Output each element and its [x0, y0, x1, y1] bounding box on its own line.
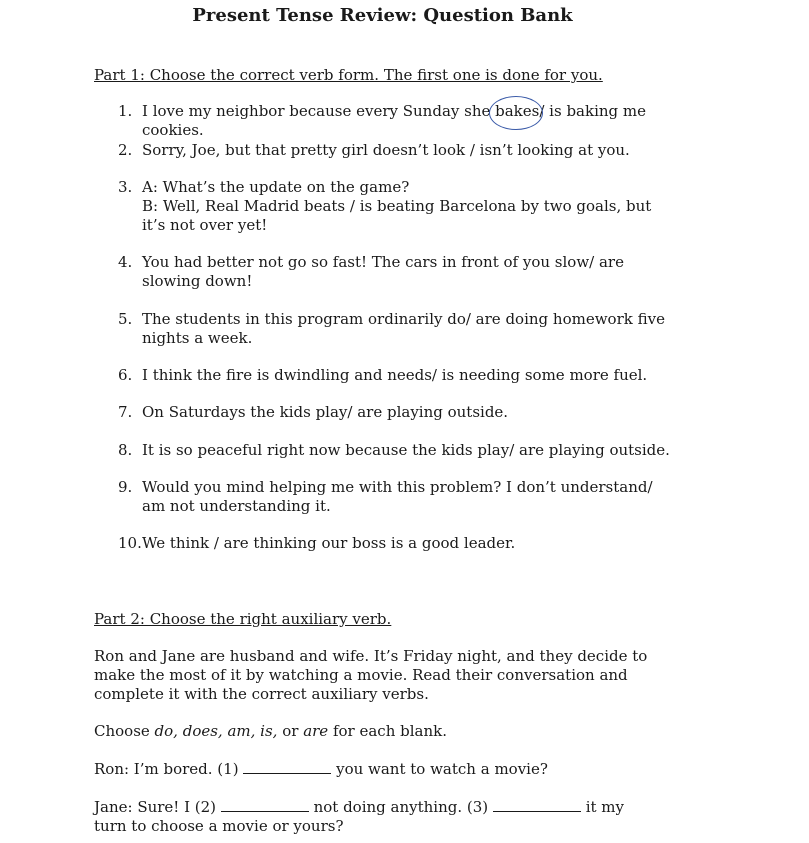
question-3: [118, 178, 678, 235]
question-text-rest: / is baking me cookies.: [142, 102, 647, 139]
question-8: [118, 441, 678, 460]
question-text-line-a: A: What’s the update on the game?: [142, 178, 410, 196]
question-2: [118, 141, 678, 160]
question-number: 5.: [118, 310, 133, 328]
choice-word-are: are: [303, 722, 329, 740]
question-text: Sorry, Joe, but that pretty girl doesn’t look / isn’t looking at you.: [142, 141, 630, 159]
question-number: 4.: [118, 253, 133, 271]
question-10: [118, 534, 678, 553]
question-text: On Saturdays the kids play/ are playing outside.: [142, 403, 509, 421]
question-number: 10.: [118, 534, 142, 552]
page-title: Present Tense Review: Question Bank: [192, 5, 573, 26]
question-1: [118, 102, 678, 140]
question-6: [118, 366, 678, 385]
choice-words: do, does, am, is,: [154, 722, 278, 740]
question-text: I love my neighbor because every Sunday she: [142, 102, 496, 120]
question-text: You had better not go so fast! The cars in front of you slow/ are slowing down!: [142, 253, 624, 290]
part1-heading: Part 1: Choose the correct verb form. The first one is done for you.: [94, 66, 603, 84]
question-4: [118, 253, 678, 291]
question-number: 6.: [118, 366, 133, 384]
answer-blank-1[interactable]: [243, 759, 331, 774]
question-7: [118, 403, 678, 422]
question-text: It is so peaceful right now because the kids play/ are playing outside.: [142, 441, 670, 459]
question-number: 8.: [118, 441, 133, 459]
question-number: 2.: [118, 141, 133, 159]
question-5: [118, 310, 678, 348]
circled-answer: bakes: [495, 102, 539, 121]
question-number: 7.: [118, 403, 133, 421]
answer-blank-2[interactable]: [221, 797, 309, 812]
question-text: Would you mind helping me with this problem? I don’t understand/ am not understanding it.: [142, 478, 653, 515]
question-9: [118, 478, 678, 516]
question-number: 9.: [118, 478, 133, 496]
question-number: 3.: [118, 178, 133, 196]
part2-heading: Part 2: Choose the right auxiliary verb.: [94, 610, 392, 628]
part2-instructions: Choose do, does, am, is, or are for each blank.: [94, 722, 447, 740]
answer-blank-3[interactable]: [493, 797, 581, 812]
question-text: We think / are thinking our boss is a good leader.: [142, 534, 516, 552]
question-text: I think the fire is dwindling and needs/ is needing some more fuel.: [142, 366, 648, 384]
question-number: 1.: [118, 102, 133, 120]
part2-intro: Ron and Jane are husband and wife. It’s Friday night, and they decide to make the most of it by watching a movie. Read their conversation and complete it with the correct auxiliary verbs.: [94, 647, 648, 703]
question-text-line-b: B: Well, Real Madrid beats / is beating Barcelona by two goals, but it’s not over yet!: [142, 197, 652, 234]
dialogue-ron: Ron: I’m bored. (1) you want to watch a movie?: [94, 760, 548, 778]
question-text: The students in this program ordinarily do/ are doing homework five nights a week.: [142, 310, 665, 347]
dialogue-jane: Jane: Sure! I (2) not doing anything. (3) it my turn to choose a movie or yours?: [94, 798, 624, 835]
